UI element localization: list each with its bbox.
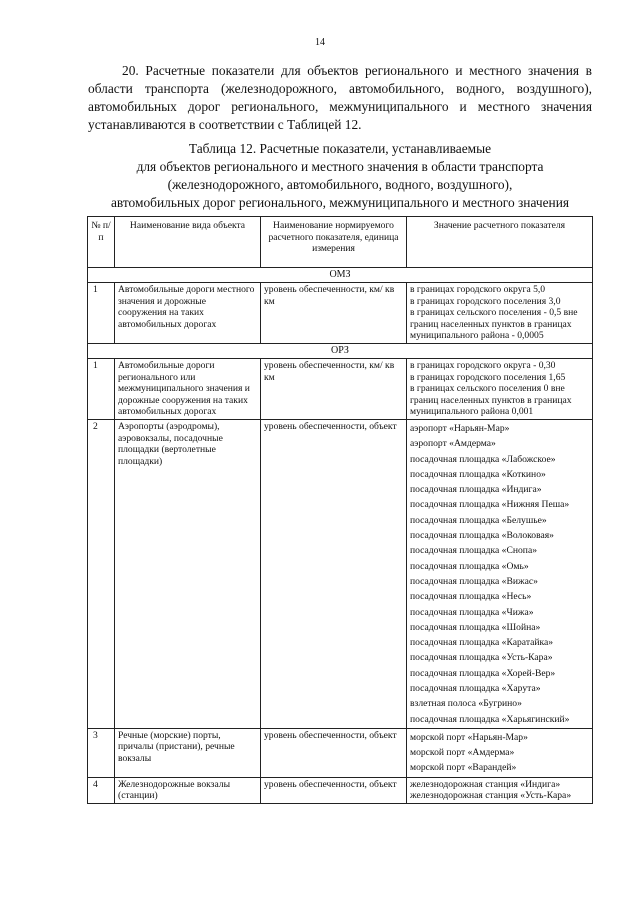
caption-line: (железнодорожного, автомобильного, водного, воздушного), <box>167 177 513 192</box>
row-value <box>407 777 593 803</box>
row-num: 2 <box>88 419 115 728</box>
value-line: посадочная площадка «Шойна» <box>410 621 541 633</box>
table-row <box>88 728 593 777</box>
value-line: посадочная площадка «Снопа» <box>410 545 537 557</box>
value-line: железнодорожная станция «Индига» <box>410 778 561 790</box>
row-num: 3 <box>88 728 115 777</box>
header-value: Значение расчетного показателя <box>407 217 593 268</box>
value-line: в границах городского поселения 3,0 <box>410 295 561 307</box>
row-object-type: Речные (морские) порты, причалы (пристани), речные вокзалы <box>115 728 261 777</box>
indicators-table <box>87 216 593 804</box>
header-num: № п/п <box>88 217 115 268</box>
table-caption <box>80 140 600 212</box>
row-indicator: уровень обеспеченности, объект <box>261 419 407 728</box>
caption-line: Таблица 12. Расчетные показатели, устанавливаемые <box>188 141 492 156</box>
row-indicator: уровень обеспеченности, км/ кв км <box>261 358 407 419</box>
caption-line: автомобильных дорог регионального, межмуниципального и местного значения <box>110 195 570 210</box>
table-header-row <box>88 217 593 268</box>
value-line: посадочная площадка «Вижас» <box>410 575 538 587</box>
header-object-type: Наименование вида объекта <box>115 217 261 268</box>
value-line: посадочная площадка «Нижняя Пеша» <box>410 499 570 511</box>
value-line: посадочная площадка «Лабожское» <box>410 453 556 465</box>
table-row <box>88 358 593 419</box>
value-line: посадочная площадка «Волоковая» <box>410 530 554 542</box>
value-line: посадочная площадка «Хорей-Вер» <box>410 667 556 679</box>
caption-line: для объектов регионального и местного значения в области транспорта <box>136 159 544 174</box>
row-object-type: Железнодорожные вокзалы (станции) <box>115 777 261 803</box>
row-value <box>407 358 593 419</box>
table-row <box>88 777 593 803</box>
value-line: посадочная площадка «Коткино» <box>410 468 546 480</box>
row-value <box>407 728 593 777</box>
value-line: посадочная площадка «Белушье» <box>410 514 547 526</box>
page-number: 14 <box>315 37 325 48</box>
value-line: посадочная площадка «Несь» <box>410 591 532 603</box>
value-line: аэропорт «Нарьян-Мар» <box>410 422 510 434</box>
value-line: железнодорожная станция «Усть-Кара» <box>410 790 572 802</box>
value-line: посадочная площадка «Каратайка» <box>410 637 554 649</box>
value-line: посадочная площадка «Харута» <box>410 682 541 694</box>
section-title: ОРЗ <box>88 343 593 358</box>
row-object-type: Аэропорты (аэродромы), аэровокзалы, посадочные площадки (вертолетные площадки) <box>115 419 261 728</box>
value-line: в границах городского округа 5,0 <box>410 284 546 295</box>
row-num: 4 <box>88 777 115 803</box>
intro-paragraph: 20. Расчетные показатели для объектов регионального и местного значения в области транспорта (железнодорожного, автомобильного, водного, воздушного), автомобильных дорог регионального, межмуниципального и местного значения устанавливаются в соответствии с Таблицей 12. <box>88 63 592 132</box>
row-value <box>407 419 593 728</box>
row-num: 1 <box>88 283 115 344</box>
row-indicator: уровень обеспеченности, объект <box>261 728 407 777</box>
row-value <box>407 283 593 344</box>
section-row-omz <box>88 268 593 283</box>
row-object-type: Автомобильные дороги местного значения и дорожные сооружения на таких автомобильных дорогах <box>115 283 261 344</box>
value-line: посадочная площадка «Чижа» <box>410 606 534 618</box>
value-line: взлетная полоса «Бугрино» <box>410 698 522 710</box>
header-indicator: Наименование нормируемого расчетного показателя, единица измерения <box>261 217 407 268</box>
value-line: посадочная площадка «Харьягинский» <box>410 713 570 725</box>
row-indicator: уровень обеспеченности, км/ кв км <box>261 283 407 344</box>
value-line: посадочная площадка «Усть-Кара» <box>410 652 553 664</box>
value-line: морской порт «Варандей» <box>410 762 517 774</box>
value-line: в границах сельского поселения - 0,5 вне границ населенных пунктов в границах муниципального района - 0,0005 <box>410 307 578 342</box>
row-num: 1 <box>88 358 115 419</box>
value-line: морской порт «Амдерма» <box>410 747 515 759</box>
value-line: посадочная площадка «Омь» <box>410 560 529 572</box>
section-title: ОМЗ <box>88 268 593 283</box>
value-line: аэропорт «Амдерма» <box>410 438 496 450</box>
row-object-type: Автомобильные дороги регионального или межмуниципального значения и дорожные сооружения на таких автомобильных дорогах <box>115 358 261 419</box>
row-indicator: уровень обеспеченности, объект <box>261 777 407 803</box>
value-line: в границах городского округа - 0,30 <box>410 359 556 371</box>
table-row <box>88 283 593 344</box>
value-line: в границах городского поселения 1,65 <box>410 371 566 383</box>
value-line: посадочная площадка «Индига» <box>410 484 542 496</box>
value-line: морской порт «Нарьян-Мар» <box>410 731 528 743</box>
section-row-orz <box>88 343 593 358</box>
table-row <box>88 419 593 728</box>
value-line: в границах сельского поселения 0 вне границ населенных пунктов в границах муниципального района 0,001 <box>410 383 572 418</box>
